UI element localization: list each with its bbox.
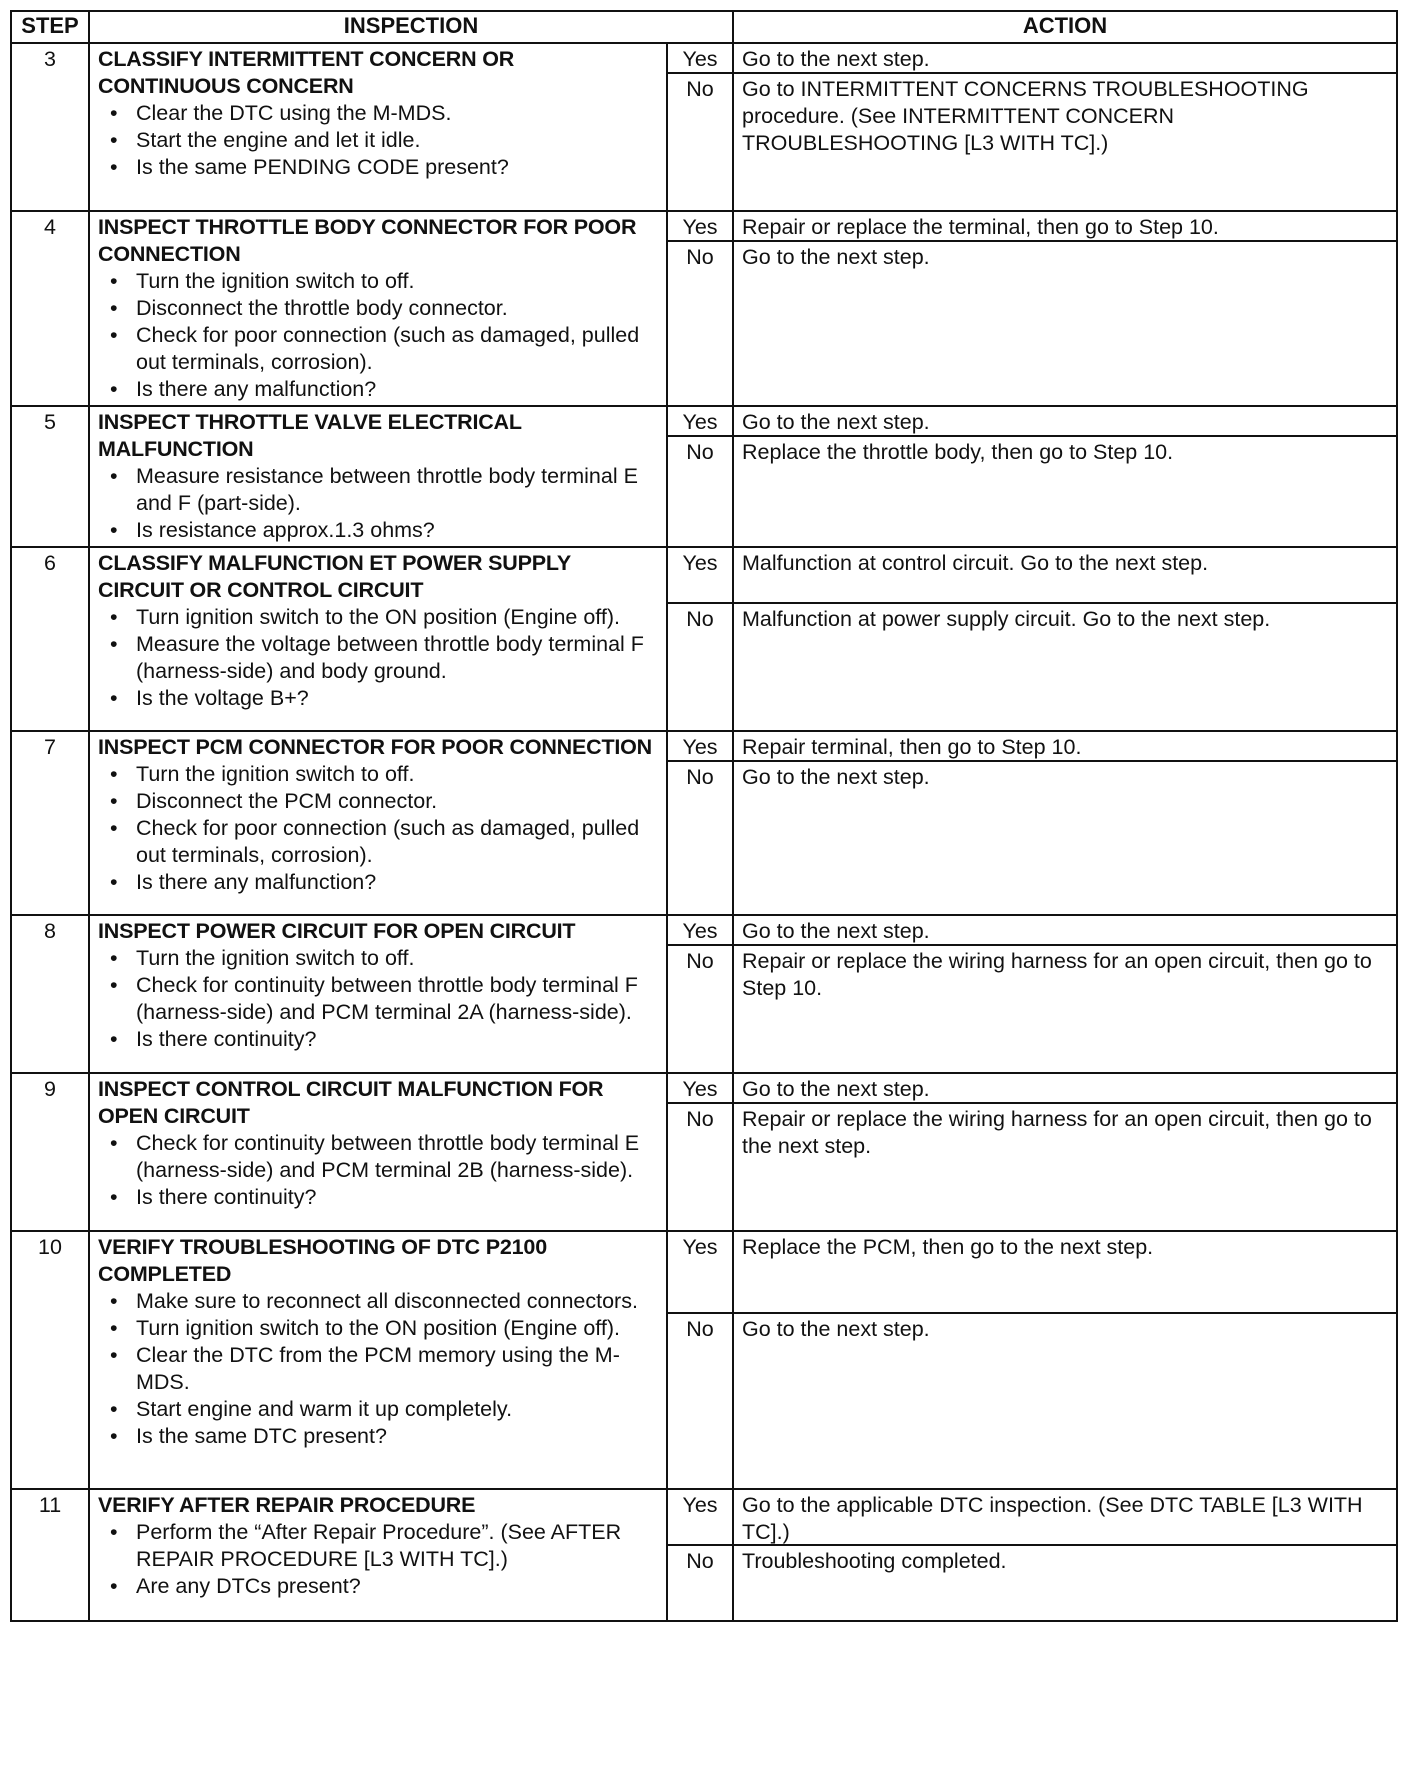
inspection-bullet: • Is there continuity? [98,1026,660,1053]
no-action: Repair or replace the wiring harness for an open circuit, then go to the next step. [742,1107,1372,1158]
inspection-cell [89,1073,667,1231]
inspection-bullet: • Turn the ignition switch to off. [98,268,660,295]
step-number: 5 [11,406,89,547]
inspection-bullet: • Measure resistance between throttle body terminal E and F (part-side). [98,463,660,517]
yes-label: Yes [668,44,732,74]
inspection-title: INSPECT CONTROL CIRCUIT MALFUNCTION FOR OPEN CIRCUIT [98,1077,604,1128]
inspection-bullet: • Make sure to reconnect all disconnected connectors. [98,1288,660,1315]
yes-action: Go to the next step. [734,916,1396,946]
action-cell [733,1231,1397,1489]
step-number: 6 [11,547,89,731]
inspection-cell [89,915,667,1073]
inspection-bullets [98,1288,660,1450]
inspection-bullet: • Is the same DTC present? [98,1423,660,1450]
no-label: No [686,440,714,464]
yes-no-cell [667,547,733,731]
no-action: Repair or replace the wiring harness for an open circuit, then go to Step 10. [742,949,1372,1000]
step-row-5 [11,406,1397,547]
inspection-bullet: • Is there any malfunction? [98,869,660,896]
inspection-bullet: • Is there continuity? [98,1184,660,1211]
yes-no-cell [667,731,733,915]
inspection-title: INSPECT THROTTLE BODY CONNECTOR FOR POOR CONNECTION [98,215,637,266]
yes-no-cell [667,1073,733,1231]
yes-no-cell [667,406,733,547]
inspection-bullet: • Start the engine and let it idle. [98,127,660,154]
inspection-bullet: • Are any DTCs present? [98,1573,660,1600]
step-row-4 [11,211,1397,406]
inspection-title: CLASSIFY INTERMITTENT CONCERN OR CONTINUOUS CONCERN [98,47,515,98]
inspection-cell [89,1231,667,1489]
step-number: 3 [11,43,89,211]
step-row-7 [11,731,1397,915]
yes-label: Yes [668,212,732,242]
no-action: Replace the throttle body, then go to Step 10. [742,440,1174,464]
inspection-bullet: • Measure the voltage between throttle body terminal F (harness-side) and body ground. [98,631,660,685]
no-label: No [686,1549,714,1573]
inspection-bullet: • Turn ignition switch to the ON position (Engine off). [98,604,660,631]
step-number: 4 [11,211,89,406]
no-label: No [686,765,714,789]
inspection-bullet: • Clear the DTC using the M-MDS. [98,100,660,127]
inspection-bullet: • Check for continuity between throttle body terminal E (harness-side) and PCM terminal 2B (harness-side). [98,1130,660,1184]
yes-label: Yes [668,548,732,604]
action-cell [733,406,1397,547]
inspection-cell [89,43,667,211]
inspection-bullet: • Turn the ignition switch to off. [98,945,660,972]
yes-action: Go to the next step. [734,407,1396,437]
inspection-title: INSPECT PCM CONNECTOR FOR POOR CONNECTION [98,735,653,759]
inspection-bullet: • Clear the DTC from the PCM memory using the M-MDS. [98,1342,660,1396]
inspection-title: CLASSIFY MALFUNCTION ET POWER SUPPLY CIRCUIT OR CONTROL CIRCUIT [98,551,571,602]
inspection-bullet: • Is the same PENDING CODE present? [98,154,660,181]
inspection-bullet: • Is resistance approx.1.3 ohms? [98,517,660,544]
yes-action: Repair terminal, then go to Step 10. [734,732,1396,762]
step-number: 9 [11,1073,89,1231]
action-cell [733,915,1397,1073]
no-action: Go to INTERMITTENT CONCERNS TROUBLESHOOTING procedure. (See INTERMITTENT CONCERN TROUBLESHOOTING [L3 WITH TC].) [742,77,1309,155]
inspection-bullets [98,604,660,712]
step-number: 8 [11,915,89,1073]
inspection-bullets [98,100,660,181]
header-inspection: INSPECTION [89,11,733,43]
yes-no-cell [667,43,733,211]
yes-no-cell [667,1231,733,1489]
inspection-title: INSPECT THROTTLE VALVE ELECTRICAL MALFUNCTION [98,410,522,461]
inspection-bullets [98,1519,660,1600]
header-action: ACTION [733,11,1397,43]
header-step: STEP [11,11,89,43]
yes-no-cell [667,211,733,406]
action-cell [733,43,1397,211]
yes-label: Yes [668,732,732,762]
inspection-bullet: • Is there any malfunction? [98,376,660,403]
action-cell [733,547,1397,731]
step-row-10 [11,1231,1397,1489]
no-label: No [686,1317,714,1341]
yes-label: Yes [668,1490,732,1546]
inspection-bullet: • Turn ignition switch to the ON position (Engine off). [98,1315,660,1342]
inspection-bullets [98,761,660,896]
no-label: No [686,1107,714,1131]
inspection-bullet: • Disconnect the PCM connector. [98,788,660,815]
yes-action: Replace the PCM, then go to the next step. [734,1232,1396,1314]
yes-label: Yes [668,1232,732,1314]
inspection-bullets [98,268,660,403]
table-body [11,43,1397,1621]
no-label: No [686,949,714,973]
inspection-bullets [98,1130,660,1211]
table-header-row [11,11,1397,43]
inspection-cell [89,1489,667,1621]
action-cell [733,1073,1397,1231]
no-action: Go to the next step. [742,1317,930,1341]
no-label: No [686,607,714,631]
inspection-bullet: • Perform the “After Repair Procedure”. (See AFTER REPAIR PROCEDURE [L3 WITH TC].) [98,1519,660,1573]
no-label: No [686,77,714,101]
step-row-9 [11,1073,1397,1231]
yes-action: Go to the next step. [734,44,1396,74]
inspection-bullet: • Turn the ignition switch to off. [98,761,660,788]
inspection-cell [89,731,667,915]
no-label: No [686,245,714,269]
step-row-11 [11,1489,1397,1621]
no-action: Go to the next step. [742,245,930,269]
step-row-3 [11,43,1397,211]
inspection-bullet: • Check for poor connection (such as damaged, pulled out terminals, corrosion). [98,322,660,376]
yes-action: Go to the applicable DTC inspection. (See DTC TABLE [L3 WITH TC].) [734,1490,1396,1546]
inspection-cell [89,211,667,406]
yes-label: Yes [668,916,732,946]
step-number: 7 [11,731,89,915]
no-action: Troubleshooting completed. [742,1549,1007,1573]
yes-no-cell [667,1489,733,1621]
inspection-title: VERIFY TROUBLESHOOTING OF DTC P2100 COMPLETED [98,1235,547,1286]
troubleshooting-table [10,10,1398,1622]
yes-action: Repair or replace the terminal, then go to Step 10. [734,212,1396,242]
step-number: 11 [11,1489,89,1621]
step-row-6 [11,547,1397,731]
inspection-title: VERIFY AFTER REPAIR PROCEDURE [98,1493,476,1517]
troubleshooting-page [10,10,1396,1622]
inspection-title: INSPECT POWER CIRCUIT FOR OPEN CIRCUIT [98,919,576,943]
step-number: 10 [11,1231,89,1489]
yes-label: Yes [668,407,732,437]
inspection-bullet: • Start engine and warm it up completely. [98,1396,660,1423]
yes-action: Go to the next step. [734,1074,1396,1104]
inspection-bullet: • Disconnect the throttle body connector. [98,295,660,322]
yes-no-cell [667,915,733,1073]
action-cell [733,1489,1397,1621]
no-action: Malfunction at power supply circuit. Go to the next step. [742,607,1271,631]
action-cell [733,211,1397,406]
inspection-cell [89,406,667,547]
no-action: Go to the next step. [742,765,930,789]
yes-label: Yes [668,1074,732,1104]
inspection-bullets [98,463,660,544]
step-row-8 [11,915,1397,1073]
inspection-bullet: • Is the voltage B+? [98,685,660,712]
inspection-bullet: • Check for poor connection (such as damaged, pulled out terminals, corrosion). [98,815,660,869]
inspection-bullets [98,945,660,1053]
inspection-cell [89,547,667,731]
action-cell [733,731,1397,915]
yes-action: Malfunction at control circuit. Go to the next step. [734,548,1396,604]
inspection-bullet: • Check for continuity between throttle body terminal F (harness-side) and PCM terminal 2A (harness-side). [98,972,660,1026]
